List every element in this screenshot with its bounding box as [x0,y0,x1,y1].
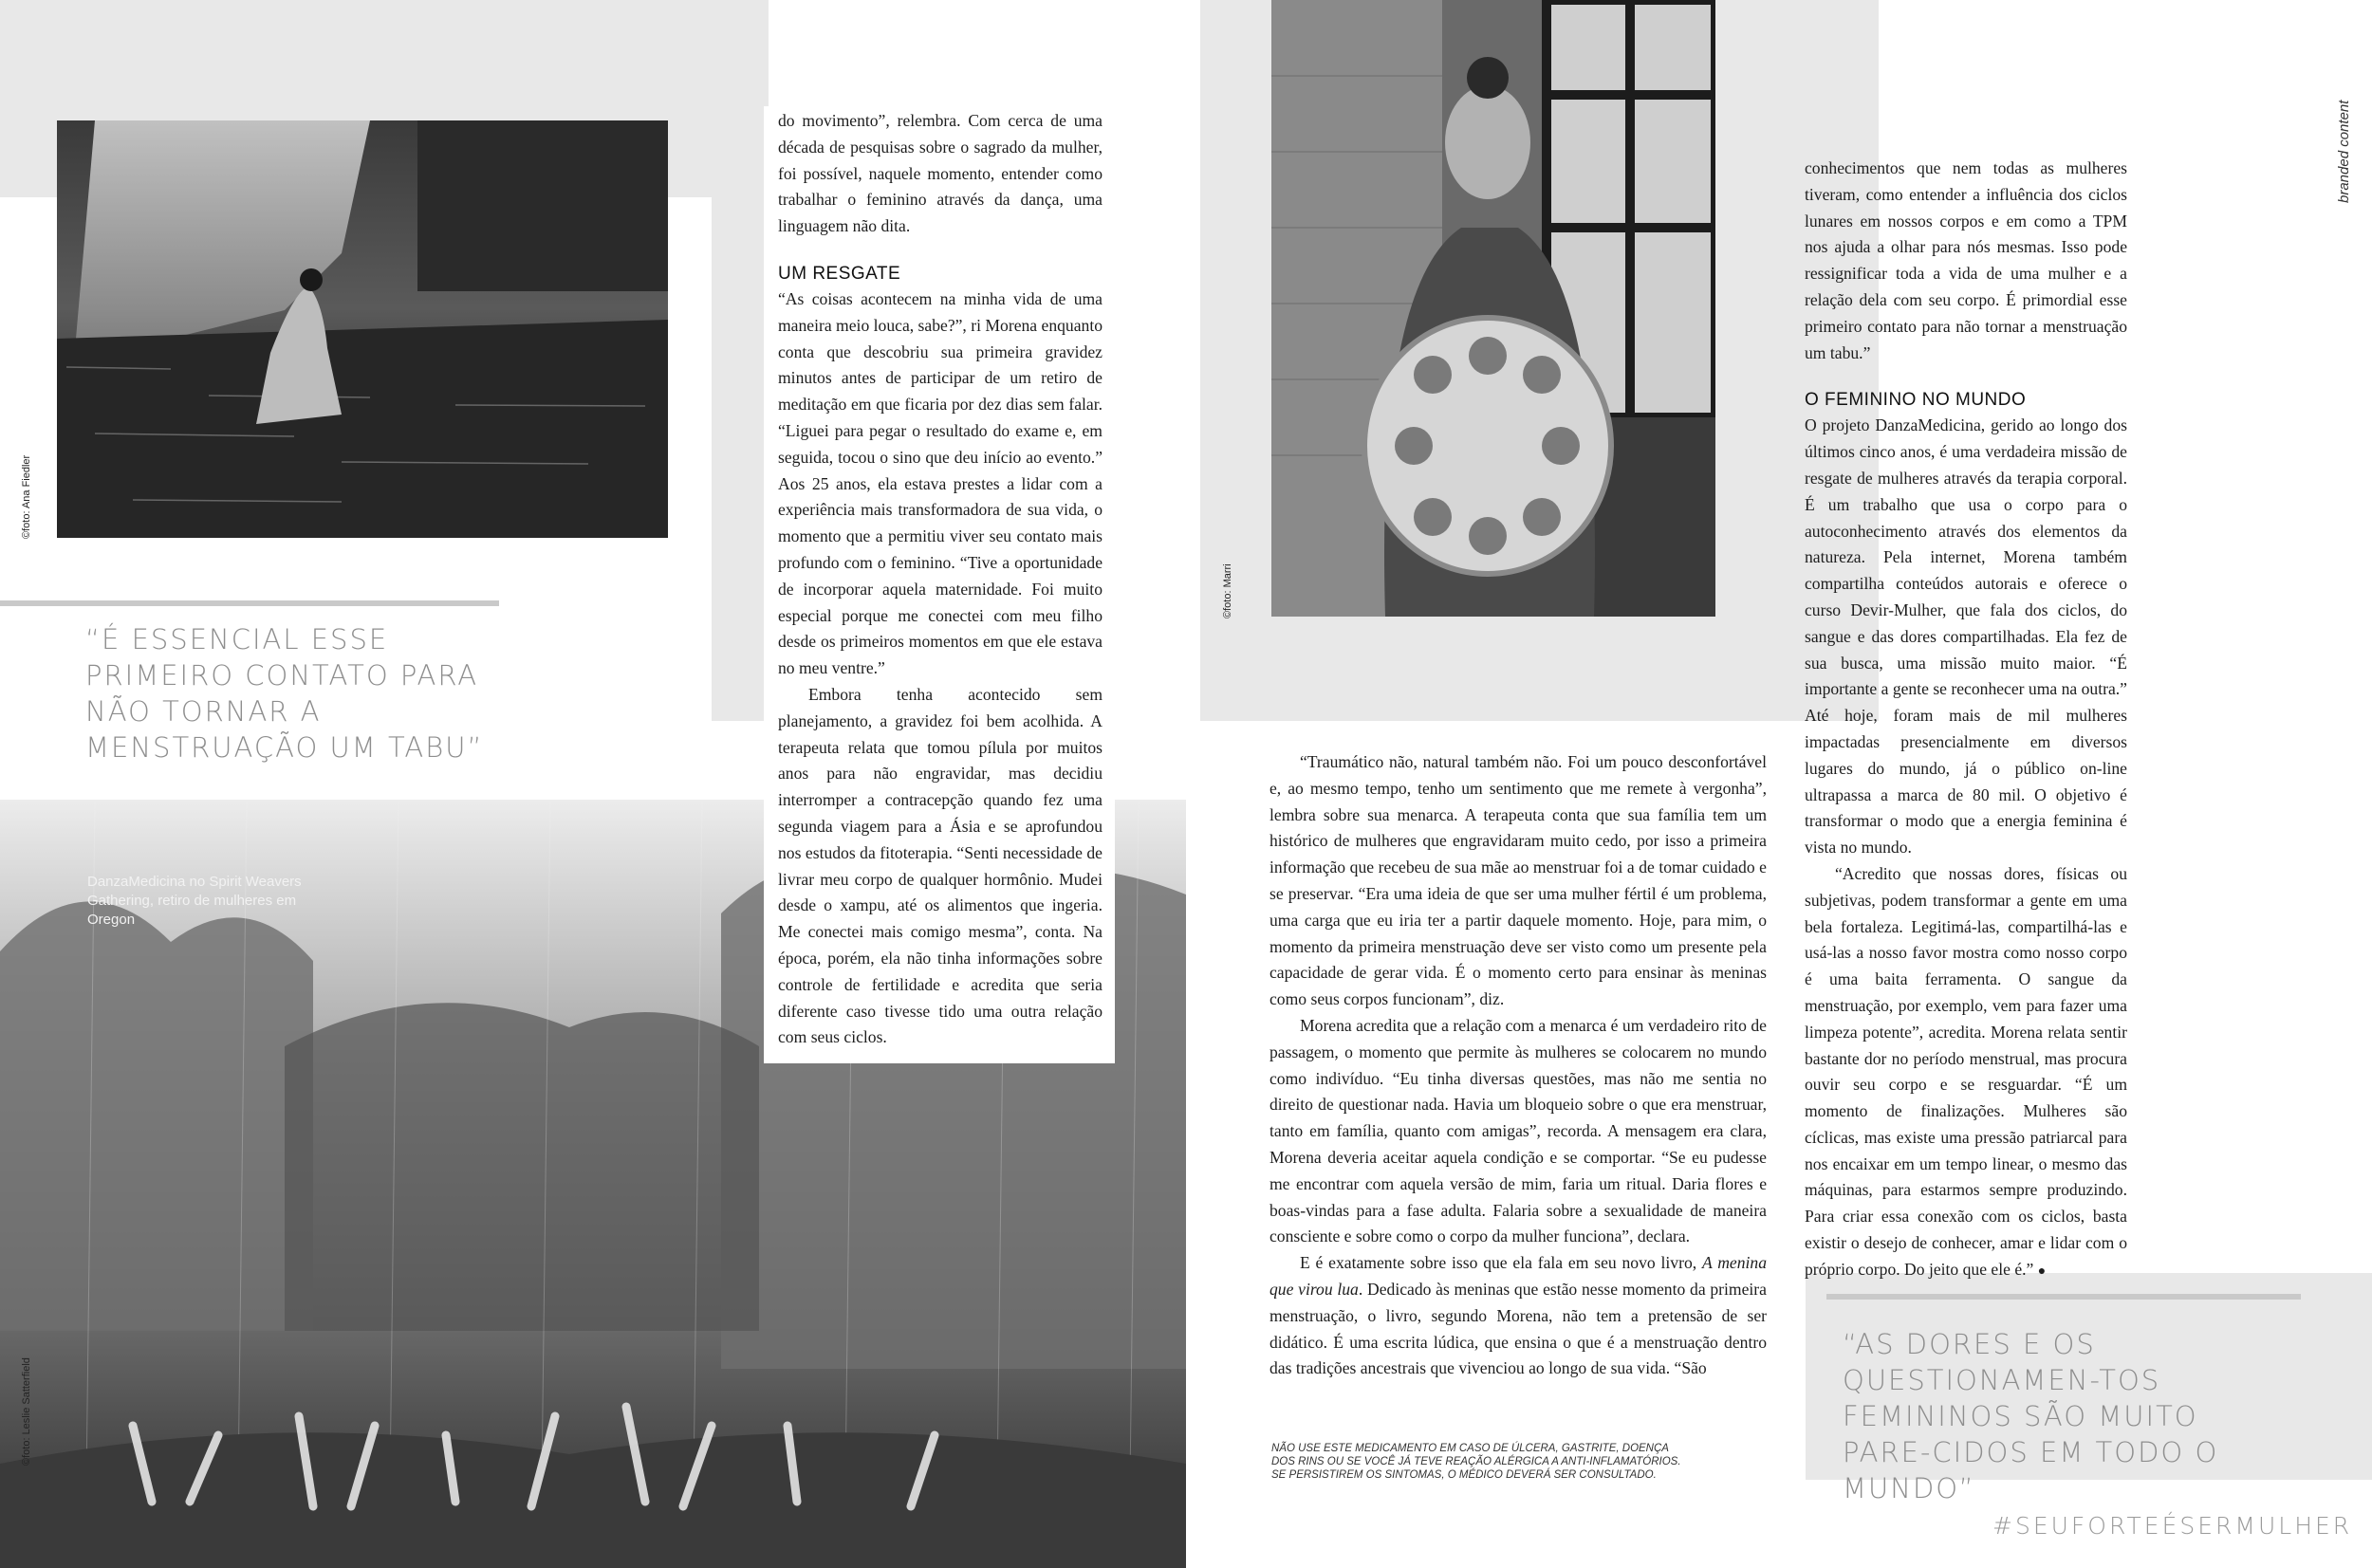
medical-disclaimer: NÃO USE ESTE MEDICAMENTO EM CASO DE ÚLCERA, GASTRITE, DOENÇA DOS RINS OU SE VOCÊ JÁ TEVE REAÇÃO ALÉRGICA A ANTI-INFLAMATÓRIOS. SE PERSISTIREM OS SINTOMAS, O MÉDICO DEVERÁ SER CONSULTADO. [1271,1443,1681,1481]
photo-credit-1: ©foto: Ana Fiedler [21,454,32,539]
column-3-paragraph-1: O projeto DanzaMedicina, gerido ao longo dos últimos cinco anos, é uma verdadeira missão de resgate de mulheres através da terapia corporal. É um trabalho que usa o corpo para o autoconhecimento através dos elementos da natureza. Pela internet, Morena também compartilha conteúdos autorais e oferece o curso Devir-Mulher, que fala dos ciclos, do sangue e das dores compartilhadas. Ela fez de sua busca, uma missão muito maior. “É importante a gente se reconhecer uma na outra.” Até hoje, foram mais de mil mulheres impactadas presencialmente em diversos lugares do mundo, já o público on-line ultrapassa a marca de 80 mil. O objetivo é transformar o modo que a energia feminina é vista no mundo. [1805,415,2127,858]
branded-content-tag: branded content [2336,100,2352,203]
pull-quote-left-rule [0,600,499,606]
column-2-paragraph-1: “Traumático não, natural também não. Foi um pouco desconfortável e, ao mesmo tempo, tenho um sentimento que me remete à vergonha”, lembra sobre sua menarca. A terapeuta conta que sua família tem um histórico de mulheres que engravidaram muito cedo, por isso a primeira informação que recebeu de sua mãe ao menstruar foi a de tomar cuidado e se preservar. “Era uma ideia de que ser uma mulher fértil é um problema, uma carga que eu iria ter a partir daquele momento. Hoje, para mim, o momento da primeira menstruação deve ser visto como um presente pela capacidade de gerar vida. É o momento certo para ensinar às meninas como seus corpos funcionam”, diz. [1269,752,1767,1009]
pull-quote-right-rule [1826,1294,2301,1300]
column-2-paragraph-3 [1269,1250,1767,1382]
pull-quote-right: “AS DORES E OS QUESTIONAMEN-TOS FEMININOS SÃO MUITO PARE-CIDOS EM TODO O MUNDO” [1843,1328,2219,1504]
photo-credit-2: ©foto: Marri [1222,563,1233,618]
pull-quote-left: “É ESSENCIAL ESSE PRIMEIRO CONTATO PARA NÃO TORNAR A MENSTRUAÇÃO UM TABU” [85,623,484,764]
column-3 [1805,156,2127,1285]
heading-o-feminino-no-mundo: O FEMININO NO MUNDO [1805,390,2027,411]
left-gray-panel [712,0,769,721]
column-2-paragraph-2: Morena acredita que a relação com a menarca é um verdadeiro rito de passagem, o momento que permite às mulheres se colocarem no mundo como indivíduo. “Eu tinha diversas questões, mas não me sentia no direito de questionar nada. Havia um bloqueio sobre o que era menstruar, tanto em família, quanto com amigas”, recorda. A mensagem era clara, Morena deveria aceitar aquela condição e se comportar. “Se eu pudesse me encontrar com aquela versão de mim, faria um ritual. Daria flores e boas-vindas para a fase adulta. Falaria sobre a sexualidade de maneira consciente e sobre como o corpo da mulher funciona”, declara. [1269,1015,1767,1246]
column-2 [1269,749,1767,1382]
waterfall-dancer-photo [57,120,668,538]
heading-um-resgate: UM RESGATE [778,263,901,284]
column-1 [778,108,1103,1051]
end-mark-icon: ● [2037,1264,2047,1279]
column-1-intro: do movimento”, relembra. Com cerca de uma década de pesquisas sobre o sagrado da mulher, foi possível, naquele momento, entender como trabalhar o feminino através da dança, uma linguagem não dita. [778,111,1103,236]
column-3-paragraph-2-text: “Acredito que nossas dores, físicas ou subjetivas, podem transformar a gente em uma bela fortaleza. Legitimá-las, compartilhá-las e usá-las a nosso favor mostra como nosso corpo é uma baita ferramenta. O sangue da menstruação, por exemplo, vem para fazer uma limpeza potente”, acredita. Morena relata sentir bastante dor no período menstrual, mas procura ouvir seu corpo e se resguardar. “É um momento de finalizações. Mulheres são cíclicas, mas existe uma pressão patriarcal para nos encaixar em um tempo linear, o mesmo das máquinas, para estarmos sempre produzindo. Para criar essa conexão com os ciclos, basta existir o desejo de conhecer, amar e lidar com o próprio corpo. Do jeito que ele é.” [1805,863,2127,1279]
paragraph-3-start: E é exatamente sobre isso que ela fala em seu novo livro, [1300,1253,1697,1273]
photo-credit-3: ©foto: Leslie Satterfield [21,1357,32,1466]
woman-with-drum-photo [1271,0,1715,617]
paragraph-3-end: . Dedicado às meninas que estão nesse momento da primeira menstruação, o livro, segundo Morena, não tem a pretensão de ser didático. É uma escrita lúdica, que ensina o que é a menstruação dentro das tradições ancestrais que vivenciou ao longo de sua vida. “São [1269,1279,1767,1378]
photo-caption: DanzaMedicina no Spirit Weavers Gathering, retiro de mulheres em Oregon [87,874,302,928]
hashtag-footer: #SEUFORTEÉSERMULHER [1992,1512,2353,1540]
column-3-intro: conhecimentos que nem todas as mulheres tiveram, como entender a influência dos ciclos lunares em nossos corpos e em como a TPM nos ajuda a olhar para nós mesmas. Isso pode ressignificar toda a vida de uma mulher e a relação dela com seu corpo. É primordial esse primeiro contato para não tornar a menstruação um tabu.” [1805,158,2127,362]
book-title: A menina que virou lua [1269,1253,1768,1299]
column-1-paragraph-2: Embora tenha acontecido sem planejamento, a gravidez foi bem acolhida. A terapeuta relata que tomou pílula por muitos anos para não engravidar, mas decidiu interromper a contracepção quando fez uma segunda viagem para a Ásia e se aprofundou nos estudos da fitoterapia. “Senti necessidade de livrar meu corpo de qualquer hormônio. Mudei desde o xampu, até os alimentos que ingeria. Me conectei mais comigo mesma”, conta. Na época, porém, ela não tinha informações sobre controle de fertilidade e acredita que seria diferente caso tivesse tido uma outra relação com seus ciclos. [778,684,1103,1047]
column-3-paragraph-2 [1805,861,2127,1285]
column-1-paragraph-1: “As coisas acontecem na minha vida de uma maneira meio louca, sabe?”, ri Morena enquanto conta que descobriu sua primeira gravidez minutos antes de participar de um retiro de meditação em que ficaria por dez dias sem falar. “Liguei para pegar o resultado do exame e, em seguida, tocou o sino que deu início ao evento.” Aos 25 anos, ela estava prestes a lidar com a experiência mais transformadora de sua vida, o momento que a permitiu viver seu contato mais profundo com o feminino. “Tive a oportunidade de incorporar aquela maternidade. Foi muito especial porque me conectei com meu filho desde os primeiros momentos em que ele estava no meu ventre.” [778,288,1103,678]
